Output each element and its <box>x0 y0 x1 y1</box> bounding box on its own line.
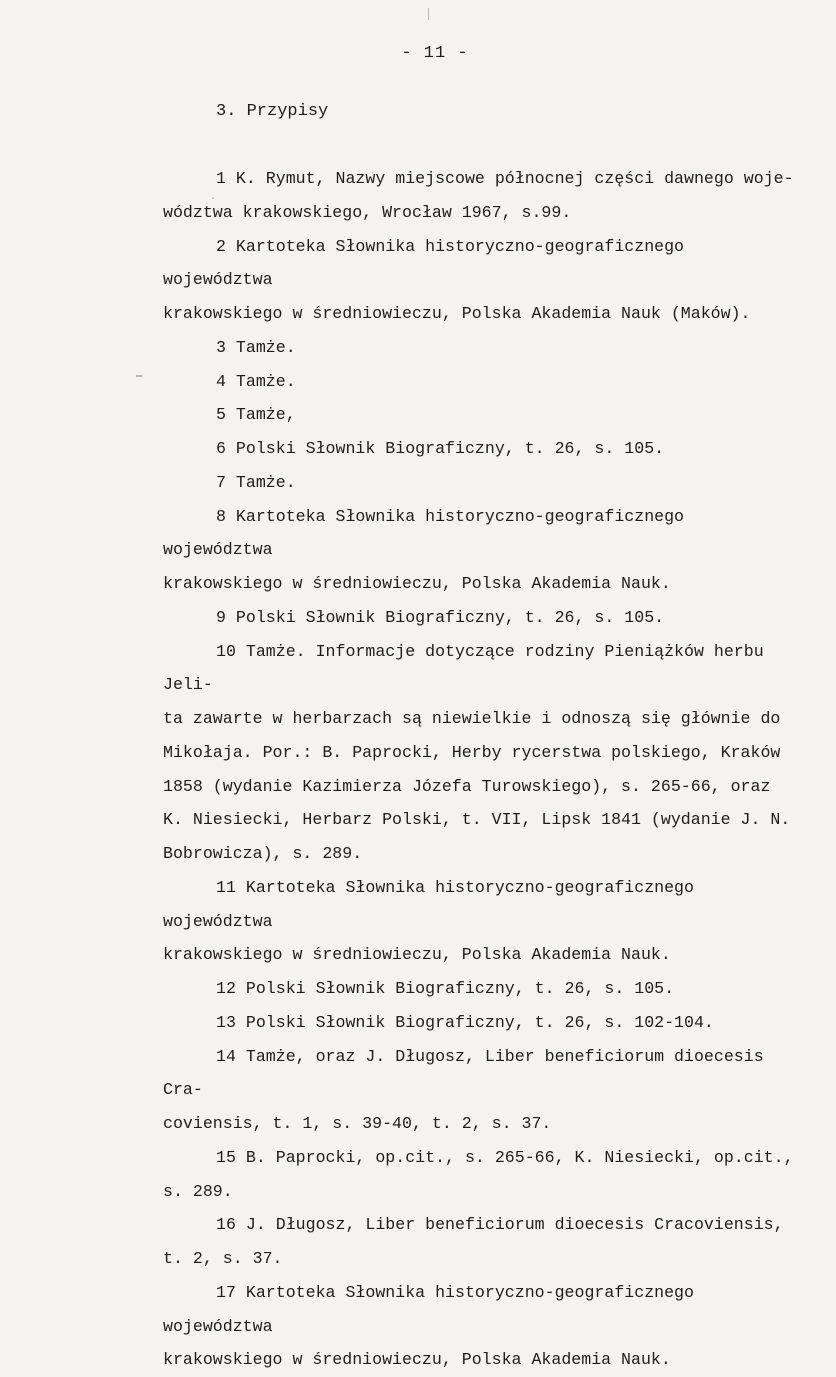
footnote-3: 3 Tamże. <box>216 337 296 357</box>
footnote-11: 11 Kartoteka Słownika historyczno-geograficznego województwa krakowskiego w średniowieczu, Polska Akademia Nauk. <box>163 877 694 965</box>
footnote-2: 2 Kartoteka Słownika historyczno-geograficznego województwa krakowskiego w średniowieczu, Polska Akademia Nauk (Maków). <box>163 236 751 323</box>
scan-artifact <box>136 375 142 377</box>
footnote-16: 16 J. Długosz, Liber beneficiorum dioecesis Cracoviensis, t. 2, s. 37. <box>163 1215 784 1268</box>
footnotes-list <box>163 162 803 1377</box>
footnote-1: 1 K. Rymut, Nazwy miejscowe północnej części dawnego woje- wództwa krakowskiego, Wrocław 1967, s.99. <box>163 169 794 222</box>
footnote-6: 6 Polski Słownik Biograficzny, t. 26, s. 105. <box>216 439 665 458</box>
footnote-5: 5 Tamże, <box>216 405 296 425</box>
footnote-13: 13 Polski Słownik Biograficzny, t. 26, s. 102-104. <box>216 1012 714 1032</box>
page-number: - 11 - <box>401 44 469 63</box>
footnote-14: 14 Tamże, oraz J. Długosz, Liber beneficiorum dioecesis Cra- coviensis, t. 1, s. 39-40, t. 2, s. 37. <box>163 1046 764 1133</box>
footnote-4: 4 Tamże. <box>216 371 296 391</box>
footnote-9: 9 Polski Słownik Biograficzny, t. 26, s. 105. <box>216 607 665 627</box>
footnote-17: 17 Kartoteka Słownika historyczno-geograficznego województwa krakowskiego w średniowieczu, Polska Akademia Nauk. <box>163 1282 694 1370</box>
footnote-7: 7 Tamże. <box>216 472 296 492</box>
scan-artifact <box>428 8 429 20</box>
footnote-12: 12 Polski Słownik Biograficzny, t. 26, s. 105. <box>216 979 675 998</box>
footnote-15: 15 B. Paprocki, op.cit., s. 265-66, K. Niesiecki, op.cit., s. 289. <box>163 1147 794 1201</box>
section-heading: 3. Przypisy <box>216 102 329 121</box>
footnote-8: 8 Kartoteka Słownika historyczno-geograficznego województwa krakowskiego w średniowieczu, Polska Akademia Nauk. <box>163 506 685 593</box>
footnote-10: 10 Tamże. Informacje dotyczące rodziny Pieniążków herbu Jeli- ta zawarte w herbarzach są niewielkie i odnoszą się głównie do Mikołaja. Por.: B. Paprocki, Herby rycerstwa polskiego, Kraków 1858 (wydanie Kazimierza Józefa Turowskiego), s. 265-66, oraz K. Niesiecki, Herbarz Polski, t. VII, Lipsk 1841 (wydanie J. N. Bobrowicza), s. 289. <box>163 641 791 863</box>
